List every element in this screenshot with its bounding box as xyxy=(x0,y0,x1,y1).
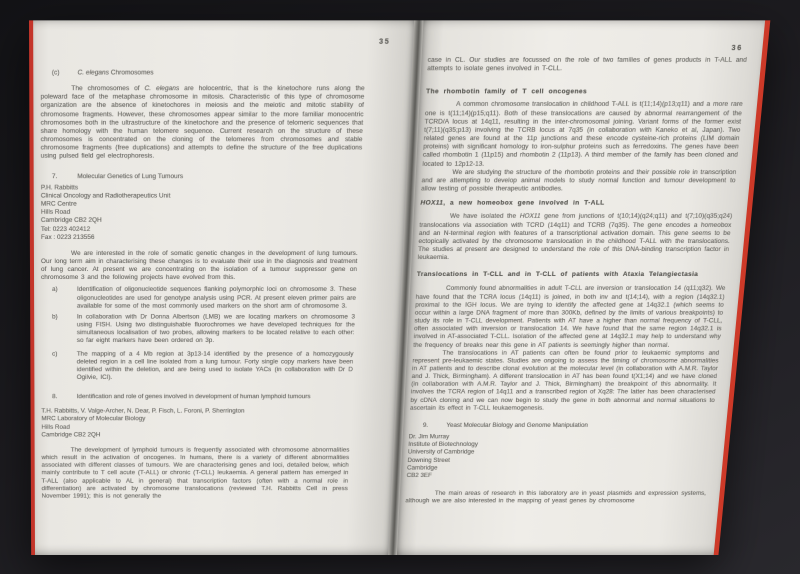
heading-hox11 xyxy=(420,200,734,208)
page-left-content xyxy=(33,20,414,500)
paragraph-lung-tumours: We are interested in the role of somatic genetic changes in the development of lung tumours. Our long term aim in characterising these changes is to evaluate their use in the diagnosis and treatment of lung cancer. At present we are concentrating on the isolation of a tumour suppressor gene on chromosome 3 and the following projects have evolved from this. xyxy=(40,249,358,282)
list-item-label: c) xyxy=(52,350,58,358)
address-line: T.H. Rabbitts, V. Valge-Archer, N. Dear, P. Fisch, L. Foroni, P. Sherrington xyxy=(41,408,245,415)
paragraph-rhombotin-2: We are studying the structure of the rhombotin proteins and their possible role in transcription and are attempting to develop animal models to study normal function and tumour development to allow testing of possible therapeutic antibodies. xyxy=(420,168,737,193)
gene-name-italic: HOX11 xyxy=(420,199,444,207)
address-block-7 xyxy=(41,184,361,242)
section-8-title: Identification and role of genes involved in development of human lymphoid tumours xyxy=(76,393,311,401)
address-line: Hills Road xyxy=(40,208,71,216)
book-spread xyxy=(29,20,770,555)
paragraph-rhombotin-1: A common chromosome translocation in childhood T-ALL is t(11;14)(p13;q11) and a more rare one is t(11;14)(p15;q11). Both of these translocations are caused by abnormal rearrangement of the TCRD/A locus at 14q11, resulting in the inter-chromosomal joining. Variant forms of the former exist t(7;11)(q35;p13) involving the TCRB locus at 7q35 (in collaboration with Kaneko et al, Japan). Two related genes are found at the 11p junctions and these encode cysteine-rich proteins (LIM domain proteins) with significant homology to iron-sulphur proteins such as ferredoxins. The genes have been called rhombotin 1 (11p15) and rhombotin 2 (11p13). A third member of the family has been cloned and located to 12p12-13. xyxy=(422,101,744,168)
section-7-number: 7. xyxy=(51,172,58,180)
paragraph-lymphoid: The development of lymphoid tumours is frequently associated with chromosome abnormalities which result in the activation of oncogenes. In humans, there is a variety of different abnormalities associated with different classes of tumours. We are characterising genes and loci, detailed below, which mainly contribute to T cell acute (T-ALL) or chronic (T-CLL) leukaemia. A general pattern has emerged in T-ALL (also applicable to AL in general) that transcription factors (often with a normal role in differentiation) are activated by chromosome translocations (reviewed T.H. Rabbitts Cell in press November 1991); this is not generally the xyxy=(41,446,350,500)
paragraph-translocations-2: The translocations in AT patients can often be found prior to leukaemic symptoms and represent pre-leukaemic states. Studies are ongoing to assess the timing of chromosome abnormalities in AT patients and to describe clonal evolution at the molecular level (in collaboration with A.M.R. Taylor and J. Thick, Birmingham). A different translocation in AT has been found t(X1;14) and we have cloned (in collaboration with A.M.R. Taylor and J. Thick, Birmingham) the breakpoint of this abnormality. It involves the TCRA region of 14q11 and a transcribed region of Xq28: The latter has been characterised by cDNA cloning and we can now begin to study the gene in both abnormal and normal situations to ascertain its effect in T-CLL leukaemogenesis. xyxy=(409,349,720,412)
address-line: Cambridge xyxy=(406,464,438,472)
section-9-title: Yeast Molecular Biology and Genome Manipulation xyxy=(446,422,589,429)
address-line: Hills Road xyxy=(41,423,70,431)
species-name-italic: C. elegans xyxy=(77,69,109,77)
page-number-right: 36 xyxy=(731,44,744,53)
section-7-title: Molecular Genetics of Lung Tumours xyxy=(77,172,184,180)
address-line: Dr. Jim Murray xyxy=(408,433,450,441)
gene-name-italic: HOX11 xyxy=(519,213,541,221)
section-7-heading xyxy=(41,173,361,181)
address-line: CB2 3EF xyxy=(406,472,433,479)
list-item-text: The mapping of a 4 Mb region at 3p13-14 identified by the presence of a homozygously deleted region in a cell line isolated from a lung tumour. Forty single copy markers have been identified within the deletion, and are being used to isolate YACs (in collaboration with Dr D Ogilvie, ICI). xyxy=(76,350,354,381)
section-9-number: 9. xyxy=(422,422,429,429)
address-block-8 xyxy=(41,408,351,439)
section-c-heading xyxy=(40,69,365,78)
address-block-9 xyxy=(406,434,711,480)
paragraph-celegans xyxy=(41,85,365,161)
section-9-heading xyxy=(409,422,713,430)
species-name-italic: C. elegans xyxy=(144,85,180,93)
paragraph-celegans-part2: are holocentric, that is the kinetochore runs along the poleward face of the metaphase chromosome in mitosis. Characteristic of this type of chromosome organization are the absence of kinetochores in meiosis and the meiotic and mitotic stability of chromosome fragments. However, these chromosomes appear similar to the more familiar monocentric chromosomes both in the ultrastructure of the kinetochore and the presence of telomeric sequences that share homology with the human telomere sequence. Current research on the structure of these chromosomes is concentrated on the cloning of the telomeres from chromosomes and stable chromosome fragments (free duplications) and attempts to define the structure of the free duplications using pulsed field gel electrophoresis. xyxy=(40,85,365,161)
address-line: Cambridge CB2 2QH xyxy=(41,431,101,439)
page-right xyxy=(397,20,770,555)
list-item-label: a) xyxy=(52,286,58,294)
page-right-content xyxy=(399,20,765,505)
section-8-number: 8. xyxy=(52,393,58,401)
list-item-text: In collaboration with Dr Donna Albertson (LMB) we are locating markers on chromosome 3 using FISH. Using two distinguishable fluorochromes we have developed techniques for the simultaneous localisation of two probes, allowing markers to be located relative to each other: so far eight markers have been ordered on 3p. xyxy=(76,313,356,345)
address-line: MRC Centre xyxy=(40,200,77,208)
address-line: Clinical Oncology and Radiotherapeutics Unit xyxy=(40,192,171,200)
section-8-heading xyxy=(41,394,352,402)
section-c-label: (c) xyxy=(51,69,60,77)
address-line: Institute of Biotechnology xyxy=(408,441,479,449)
paragraph-translocations-1: Commonly found abnormalities in adult T-CLL are inversion or translocation 14 (q11;q32). We have found that the TCRA locus (14q11) is joined, in both inv and t(14;14), with a region (14q32.1) proximal to the IGH locus. We are trying to identify the affected gene at 14q32.1 (which seems to occur within a large DNA fragment of more than 300Kb, defined by the limits of various breakpoints) to study its role in T-CLL development. Patients with AT have a higher than normal frequency of T-CLL, often associated with inversion or translocation 14. We have found that the same region 14q32.1 is involved in AT-associated T-CLL. Isolation of the affected gene at 14q32.1 may help to understand why the frequency of breaks near this gene in AT patients is seemingly higher than normal. xyxy=(413,285,726,349)
address-line: MRC Laboratory of Molecular Biology xyxy=(41,415,146,423)
paragraph-hox11-part2: gene from junctions of t(10;14)(q24;q11) and t(7;10)(q35;q24) translocations via association with TCRD (14q11) and TCRB (7q35). The gene encodes a homeobox and an N-terminal region with features of a transcriptional activation domain. This gene seems to be ectopically activated by the chromosome translocation in the childhood T-ALL with the translocations. The studies at present are designed to understand the role of this DNA-binding transcription factor in leukaemia. xyxy=(417,213,733,262)
paragraph-hox11-part1: We have isolated the xyxy=(449,213,520,221)
paragraph-celegans-part1: The chromosomes of xyxy=(71,85,145,93)
list-item-a xyxy=(41,286,356,310)
address-line: Downing Street xyxy=(407,456,451,464)
list-item-b xyxy=(41,313,355,345)
page-number-left: 35 xyxy=(378,38,391,46)
page-left xyxy=(29,20,414,555)
heading-hox11-rest: , a new homeobox gene involved in T-ALL xyxy=(443,199,605,207)
section-c-title-rest: Chromosomes xyxy=(108,69,154,77)
heading-rhombotin: The rhombotin family of T cell oncogenes xyxy=(425,88,588,96)
paragraph-yeast: The main areas of research in this laboratory are in yeast plasmids and expression systems, although we are also interested in the mapping of yeast genes by chromosome xyxy=(405,490,707,505)
address-line: University of Cambridge xyxy=(407,449,475,456)
address-line: P.H. Rabbitts xyxy=(40,183,79,192)
section-c-title xyxy=(78,69,366,78)
list-item-text: Identification of oligonucleotide sequences flanking polymorphic loci on chromosome 3. These oligonucleotides are used for genotype analysis using PCR. At present eleven primer pairs are available for some of the most commonly used markers on the short arm of chromosome 3. xyxy=(76,286,357,310)
list-item-label: b) xyxy=(52,313,58,321)
paragraph-continuation: case in CL. Our studies are focussed on the role of two families of genes products in T-ALL and attempts to isolate genes involved in T-CLL. xyxy=(427,56,748,73)
heading-translocations: Translocations in T-CLL and in T-CLL of patients with Ataxia Telangiectasia xyxy=(416,271,699,279)
list-item-c xyxy=(41,350,353,382)
address-line: Cambridge CB2 2QH xyxy=(40,217,102,225)
address-line: Fax : 0223 213556 xyxy=(40,233,95,241)
address-line: Tel: 0223 402412 xyxy=(40,225,91,233)
paragraph-hox11 xyxy=(417,213,732,262)
